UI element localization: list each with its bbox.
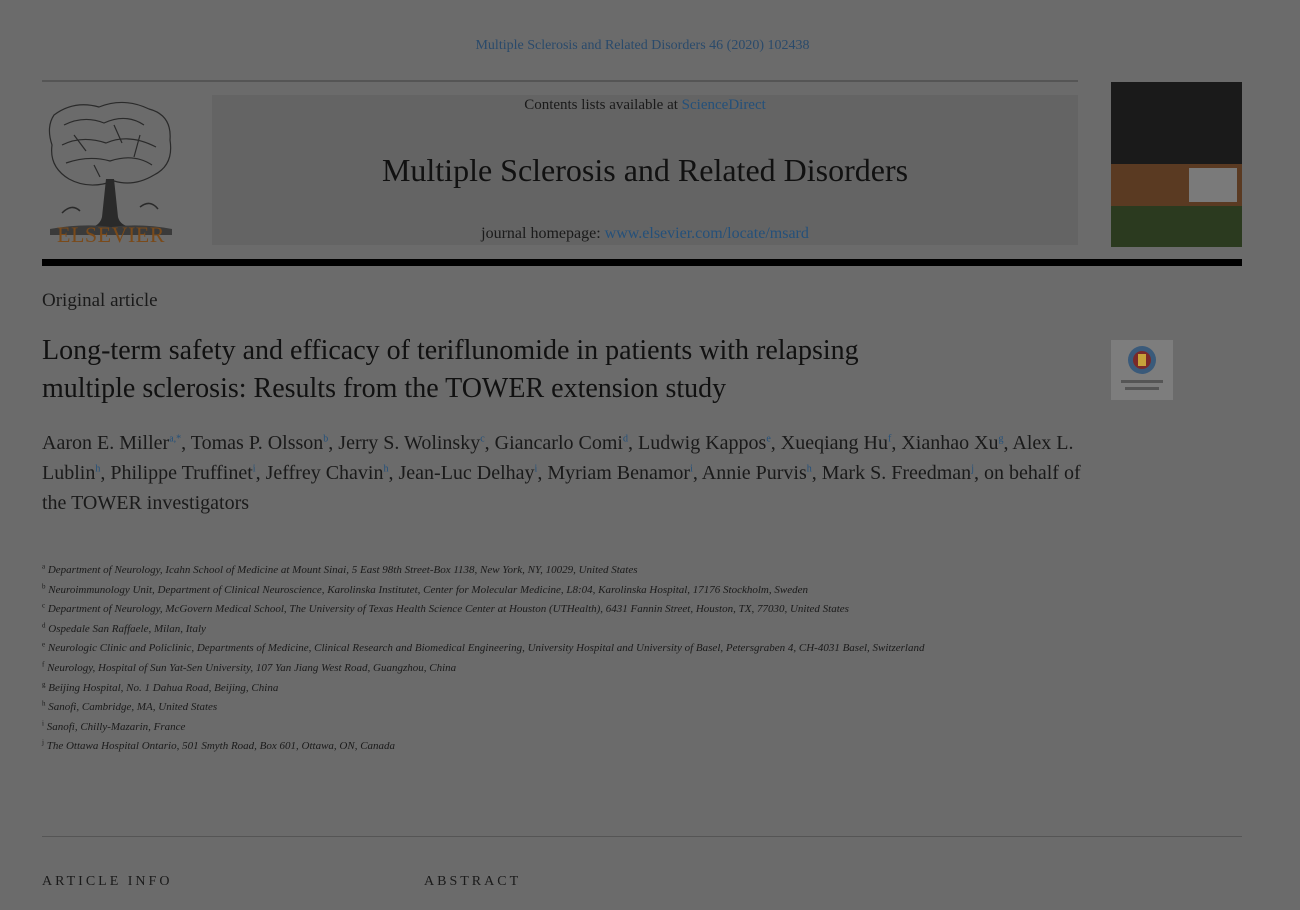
affiliation-marker: i [42,719,44,728]
affiliation-item [42,620,1092,640]
affiliation-text: Neurology, Hospital of Sun Yat-Sen University, 107 Yan Jiang West Road, Guangzhou, China [47,661,457,674]
author-affiliation-marker[interactable]: b [323,433,329,445]
author-name[interactable]: Jeffrey Chavin [265,462,384,484]
affiliation-marker: h [42,699,46,708]
affiliation-list [42,561,1092,757]
affiliation-marker: g [42,679,46,688]
author-name[interactable]: Ludwig Kappos [637,432,767,454]
author-name[interactable]: Jean-Luc Delhay [398,462,535,484]
author-affiliation-marker[interactable]: i [534,463,538,475]
journal-homepage-link[interactable]: www.elsevier.com/locate/msard [604,225,809,242]
affiliation-item [42,679,1092,699]
author-affiliation-marker[interactable]: j [971,463,974,475]
author-affiliation-marker[interactable]: e [766,433,771,445]
sciencedirect-link[interactable]: ScienceDirect [681,97,766,113]
author-name[interactable]: Jerry S. Wolinsky [338,432,481,454]
author-name[interactable]: Mark S. Freedman [821,462,972,484]
affiliation-marker: b [42,581,46,590]
cover-header [1111,82,1242,164]
author-name[interactable]: Xueqiang Hu [780,432,888,454]
author-name[interactable]: Aaron E. Miller [42,432,170,454]
affiliation-text: Department of Neurology, Icahn School of Medicine at Mount Sinai, 5 East 98th Street-Box 1138, New York, NY, 10029, United States [47,564,638,576]
article-title [42,332,1082,408]
author-name[interactable]: Philippe Truffinet [110,462,253,484]
author-affiliation-marker[interactable]: h [806,463,812,475]
affiliation-text: Neuroimmunology Unit, Department of Clinical Neuroscience, Karolinska Institutet, Center for Molecular Medicine, L8:04, Karolinska Hospital, 17176 Stockholm, Sweden [48,583,808,596]
journal-title: Multiple Sclerosis and Related Disorders [381,152,909,188]
affiliation-text: Ospedale San Raffaele, Milan, Italy [48,622,206,635]
affiliation-text: Department of Neurology, McGovern Medical School, The University of Texas Health Science Center at Houston (UTHealth), 6431 Fannin Street, Houston, TX, 77030, United States [47,603,849,616]
cover-footer [1111,206,1242,247]
author-name[interactable]: Tomas P. Olsson [190,432,324,454]
affiliation-marker: j [42,738,44,747]
affiliation-item [42,698,1092,718]
author-list: Aaron E. Miller$^{a,*}$, Tomas P. Olsson$^b$, Jerry S. Wolinsky$^c$, Giancarlo Comi$^d$, Ludwig Kappos$^e$, Xueqiang Hu$^f$, Xianhao Xu$^g$, Alex L. Lublin$^h$, Philippe Truffinet$^i$, Jeffrey Chavin$^h$, Jean-Luc Delhay$^i$, Myriam Benamor$^i$, Annie Purvis$^h$, Mark S. Freedman$^j$, on behalf of the TOWER investigators [42,432,1081,514]
publisher-name: ELSEVIER [57,222,165,247]
journal-citation[interactable]: Multiple Sclerosis and Related Disorders 46 (2020) 102438 [475,38,810,53]
affiliation-item [42,581,1092,601]
author-affiliation-marker[interactable]: f [887,433,892,445]
author-name[interactable]: Xianhao Xu [901,432,999,454]
affiliation-text: Neurologic Clinic and Policlinic, Departments of Medicine, Clinical Research and Biomedical Engineering, University Hospital and University of Basel, Petersgraben 4, CH-4031 Basel, Switzerland [47,642,925,655]
author-affiliation-marker[interactable]: g [998,433,1004,445]
header-divider [42,80,1078,82]
author-affiliation-marker[interactable]: i [252,463,256,475]
article-title-line: multiple sclerosis: Results from the TOWER extension study [42,373,727,404]
authors-suffix: , on behalf of the TOWER investigators [42,462,1081,514]
contents-prefix: Contents lists available at [524,97,682,113]
affiliation-item [42,718,1092,738]
article-type: Original article [42,290,158,311]
affiliation-item [42,600,1092,620]
affiliation-text: Beijing Hospital, No. 1 Dahua Road, Beijing, China [48,681,279,694]
affiliation-marker: c [42,601,46,610]
affiliation-item [42,639,1092,659]
affiliation-marker: e [42,640,46,649]
author-affiliation-marker[interactable]: a,* [169,433,182,445]
section-divider [42,836,1242,837]
contents-availability [212,97,1078,114]
author-name[interactable]: Giancarlo Comi [494,432,623,454]
affiliation-text: Sanofi, Cambridge, MA, United States [48,701,218,714]
journal-homepage [212,225,1078,243]
author-affiliation-marker[interactable]: h [383,463,389,475]
article-info-heading: ARTICLE INFO [42,874,173,889]
affiliation-text: The Ottawa Hospital Ontario, 501 Smyth Road, Box 601, Ottawa, ON, Canada [46,740,396,753]
author-affiliation-marker[interactable]: c [480,433,485,445]
journal-cover-image[interactable] [1111,82,1242,247]
affiliation-item [42,659,1092,679]
article-title-line: Long-term safety and efficacy of teriflunomide in patients with relapsing [42,335,859,366]
check-for-updates-icon[interactable] [1111,340,1173,400]
affiliation-item [42,737,1092,757]
author-name[interactable]: Annie Purvis [701,462,807,484]
affiliation-text: Sanofi, Chilly-Mazarin, France [46,720,186,733]
author-affiliation-marker[interactable]: h [95,463,101,475]
affiliation-marker: f [42,660,45,669]
masthead-rule [42,259,1242,266]
author-name[interactable]: Alex L. Lublin [42,432,1074,484]
homepage-prefix: journal homepage: [481,225,605,242]
affiliation-marker: d [42,621,46,630]
author-name[interactable]: Myriam Benamor [547,462,691,484]
affiliation-item [42,561,1092,581]
author-affiliation-marker[interactable]: i [690,463,693,475]
cover-panel [1189,168,1237,202]
author-affiliation-marker[interactable]: d [622,433,628,445]
affiliation-marker: a [42,562,46,571]
abstract-heading: ABSTRACT [424,874,522,889]
